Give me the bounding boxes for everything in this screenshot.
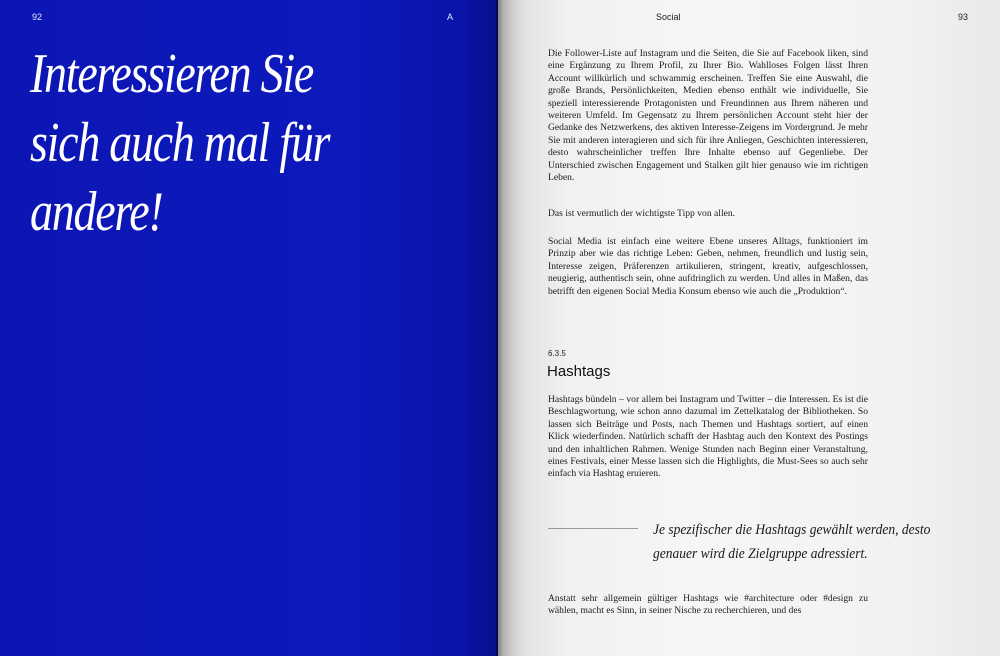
- body-paragraph: Anstatt sehr allgemein gültiger Hashtags wie #architecture oder #design zu wählen, macht es Sinn, in seiner Nische zu recherchieren, und des: [548, 593, 868, 617]
- body-paragraph: Hashtags bündeln – vor allem bei Instagram und Twitter – die Interessen. Es ist die Beschlagwortung, wie schon anno dazumal im Zettelkatalog der Bibliotheken. So lassen sich Beiträge und Posts, nach Themen und Hashtags sortiert, auf einen Klick wiederfinden. Natürlich schafft der Hashtag auch den Kontext des Postings und den inhaltlichen Rahmen. Wenige Stunden nach Beginn einer Veranstaltung, eines Festivals, einer Messe lassen sich die Highlights, die Must-Sees so auch sehr einfach via Hashtag eruieren.: [548, 394, 868, 480]
- page-number-right: 93: [958, 12, 969, 22]
- headline-line: Interessieren Sie: [30, 43, 314, 105]
- subsection-number: 6.3.5: [548, 349, 566, 358]
- headline-line: andere!: [30, 181, 163, 243]
- section-letter: A: [447, 12, 454, 22]
- headline: [30, 40, 407, 247]
- right-page: [498, 0, 1000, 656]
- subsection-title: Hashtags: [547, 363, 611, 380]
- body-paragraph: Das ist vermutlich der wichtigste Tipp von allen.: [548, 208, 736, 219]
- quote-rule: [548, 528, 638, 529]
- pull-quote: Je spezifischer die Hashtags gewählt werden, desto genauer wird die Zielgruppe adressiert.: [653, 522, 931, 562]
- body-paragraph: Die Follower-Liste auf Instagram und die Seiten, die Sie auf Facebook liken, sind eine Ergänzung zu Ihrem Profil, zu Ihrer Bio. Wahlloses Folgen lässt Ihren Account willkürlich und schwammig erscheinen. Treffen Sie eine Auswahl, die große Brands, Persönlichkeiten, Medien ebenso enthält wie individuelle, Sie speziell interessierende Protagonisten und Freundinnen aus Ihrem näheren und weiteren Umfeld. Im Gegensatz zu Ihrem persönlichen Account steht hier der Gedanke des Netzwerkens, des aktiven Interesse-Zeigens im Vordergrund. Je mehr Sie mit anderen interagieren und sich für ihre Anliegen, Geschichten interessieren, desto wahrscheinlicher treffen Ihre Inhalte ebenso auf Gegenliebe. Der Unterschied zwischen Engagement und Stalken gilt hier genauso wie im richtigen Leben.: [548, 48, 868, 184]
- body-paragraph: Social Media ist einfach eine weitere Ebene unseres Alltags, funktioniert im Prinzip aber wie das richtige Leben: Geben, nehmen, freundlich und lustig sein, Interesse zeigen, Präferenzen artikulieren, stringent, kreativ, aufgeschlossen, neugierig, authentisch sein, ohne aufdringlich zu werden. Und alles in Maßen, das betrifft den eigenen Social Media Konsum ebenso wie auch die „Produktion“.: [548, 236, 868, 297]
- headline-line: sich auch mal für: [30, 112, 330, 174]
- gutter-shadow: [496, 0, 526, 656]
- left-page: [0, 0, 498, 656]
- page-number-left: 92: [32, 12, 43, 22]
- running-head: Social: [656, 12, 681, 22]
